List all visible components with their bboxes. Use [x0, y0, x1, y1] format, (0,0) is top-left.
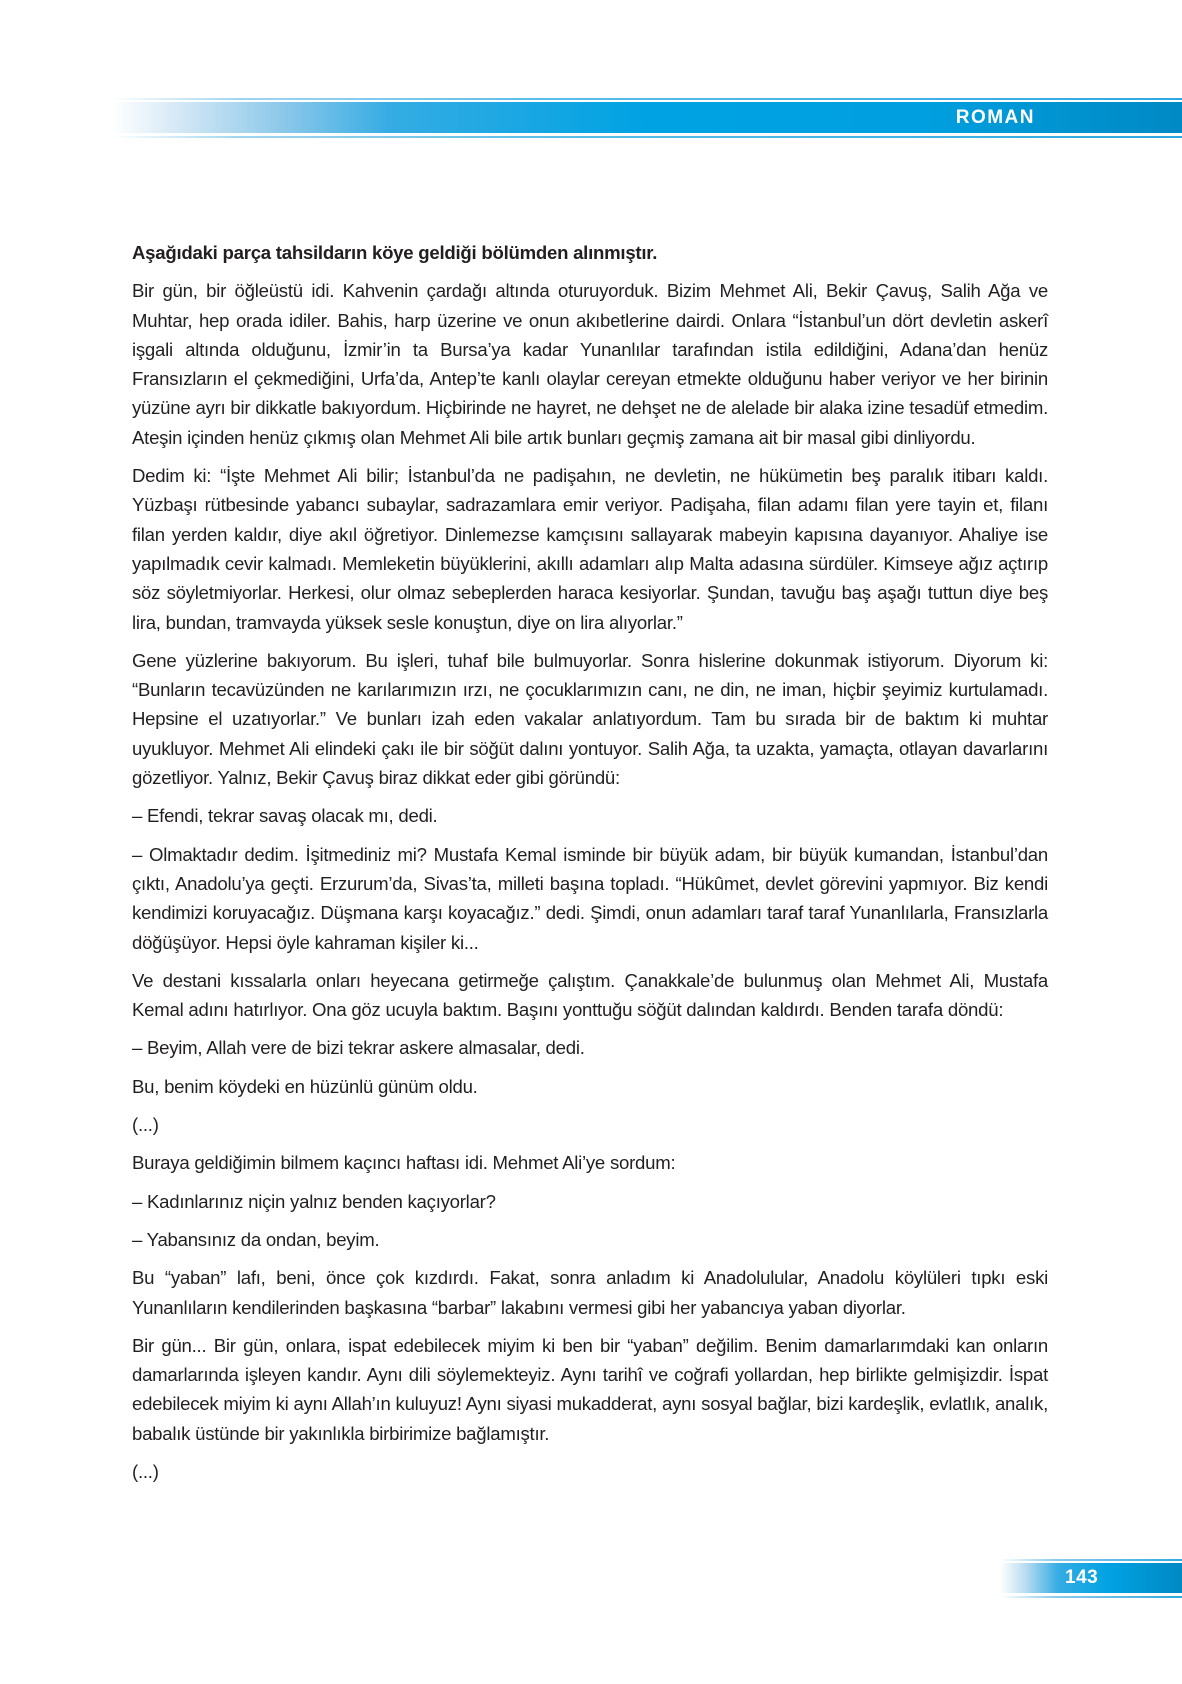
page-content	[132, 238, 1048, 1495]
paragraph: – Olmaktadır dedim. İşitmediniz mi? Mustafa Kemal isminde bir büyük adam, bir büyük kumandan, İstanbul’dan çıktı, Anadolu’ya geçti. Erzurum’da, Sivas’ta, milleti başına topladı. “Hükûmet, devlet görevini yapmıyor. Biz kendi kendimizi koruyacağız. Düşmana karşı koyacağız.” dedi. Şimdi, onun adamları taraf taraf Yunanlılarla, Fransızlarla döğüşüyor. Hepsi öyle kahraman kişiler ki...	[132, 843, 1048, 953]
header-line-top	[112, 98, 1182, 100]
paragraph: Dedim ki: “İşte Mehmet Ali bilir; İstanbul’da ne padişahın, ne devletin, ne hükümetin beş paralık itibarı kaldı. Yüzbaşı rütbesinde yabancı subaylar, sadrazamlara emir veriyor. Padişaha, filan adamı filan yere tayin et, filanı filan yerden kaldır, diye akıl öğretiyor. Dinlemezse kamçısını sallayarak mabeyin kapısına dayanıyor. Ahaliye ise yapılmadık cevir kalmadı. Memleketin büyüklerini, akıllı adamları alıp Malta adasına sürdüler. Kimseye ağız açtırıp söz söyletmiyorlar. Herkesi, olur olmaz sebeplerden haraca kesiyorlar. Şundan, tavuğu baş aşağı tuttun diye beş lira, bundan, tramvayda yüksek sesle konuştun, diye on lira alıyorlar.”	[132, 465, 1048, 633]
footer-line-bottom	[1000, 1596, 1182, 1598]
page-number: 143	[1065, 1567, 1099, 1588]
footer-line-top	[1000, 1559, 1182, 1561]
paragraph: Ve destani kıssalarla onları heyecana getirmeğe çalıştım. Çanakkale’de bulunmuş olan Mehmet Ali, Mustafa Kemal adını hatırlıyor. Ona göz ucuyla baktım. Başını yonttuğu söğüt dalından kaldırdı. Benden tarafa döndü:	[132, 969, 1048, 1021]
paragraph: Bu, benim köydeki en hüzünlü günüm oldu.	[132, 1075, 478, 1097]
paragraph: Bir gün... Bir gün, onlara, ispat edebilecek miyim ki ben bir “yaban” değilim. Benim damarlarımdaki kan onların damarlarında işleyen kandır. Aynı dili söylemekteyiz. Aynı tarihî ve coğrafi yollardan, hep birlikte gelmişizdir. İspat edebilecek miyim ki aynı Allah’ın kuluyuz! Aynı siyasi mukadderat, aynı sosyal bağlar, bizi kardeşlik, evlatlık, analık, babalık üstünde bir yakınlıkla birbirimize bağlamıştır.	[132, 1334, 1048, 1444]
header-line-bottom	[112, 136, 1182, 138]
dialogue-line: – Yabansınız da ondan, beyim.	[132, 1228, 380, 1250]
ellipsis-marker: (...)	[132, 1114, 159, 1136]
paragraph: Buraya geldiğimin bilmem kaçıncı haftası idi. Mehmet Ali’ye sordum:	[132, 1152, 676, 1174]
dialogue-line: – Efendi, tekrar savaş olacak mı, dedi.	[132, 805, 438, 827]
paragraph: Bir gün, bir öğleüstü idi. Kahvenin çardağı altında oturuyorduk. Bizim Mehmet Ali, Bekir Çavuş, Salih Ağa ve Muhtar, hep orada idiler. Bahis, harp üzerine ve onun akıbetlerine dairdi. Onlara “İstanbul’un dört devletin askerî işgali altında olduğunu, İzmir’in ta Bursa’ya kadar Yunanlılar tarafından istila edildiğini, Adana’dan henüz Fransızların el çekmediğini, Urfa’da, Antep’te kanlı olaylar cereyan etmekte olduğunu haber veriyor ve her birinin yüzüne ayrı bir dikkatle bakıyordum. Hiçbirinde ne hayret, ne dehşet ne de alelade bir alaka izine tesadüf etmedim. Ateşin içinden henüz çıkmış olan Mehmet Ali bile artık bunları geçmiş zamana ait bir masal gibi dinliyordu.	[132, 280, 1048, 448]
intro-heading: Aşağıdaki parça tahsildarın köye geldiği bölümden alınmıştır.	[132, 242, 658, 263]
ellipsis-marker: (...)	[132, 1460, 159, 1482]
paragraph: Bu “yaban” lafı, beni, önce çok kızdırdı. Fakat, sonra anladım ki Anadolulular, Anadolu köylüleri tıpkı eski Yunanlıların kendilerinden başkasına “barbar” lakabını vermesi gibi her yabancıya yaban diyorlar.	[132, 1267, 1048, 1318]
section-title: ROMAN	[955, 107, 1035, 128]
dialogue-line: – Kadınlarınız niçin yalnız benden kaçıyorlar?	[132, 1190, 496, 1212]
paragraph: Gene yüzlerine bakıyorum. Bu işleri, tuhaf bile bulmuyorlar. Sonra hislerine dokunmak istiyorum. Diyorum ki: “Bunların tecavüzünden ne karılarımızın ırzı, ne çocuklarımızın canı, ne din, ne iman, hiçbir şeyimiz kurtulamadı. Hepsine el uzatıyorlar.” Ve bunları izah eden vakalar anlatıyordum. Tam bu sırada bir de baktım ki muhtar uyukluyor. Mehmet Ali elindeki çakı ile bir söğüt dalını yontuyor. Salih Ağa, ta uzakta, yamaçta, otlayan davarlarını gözetliyor. Yalnız, Bekir Çavuş biraz dikkat eder gibi göründü:	[132, 649, 1048, 789]
dialogue-line: – Beyim, Allah vere de bizi tekrar askere almasalar, dedi.	[132, 1037, 585, 1059]
